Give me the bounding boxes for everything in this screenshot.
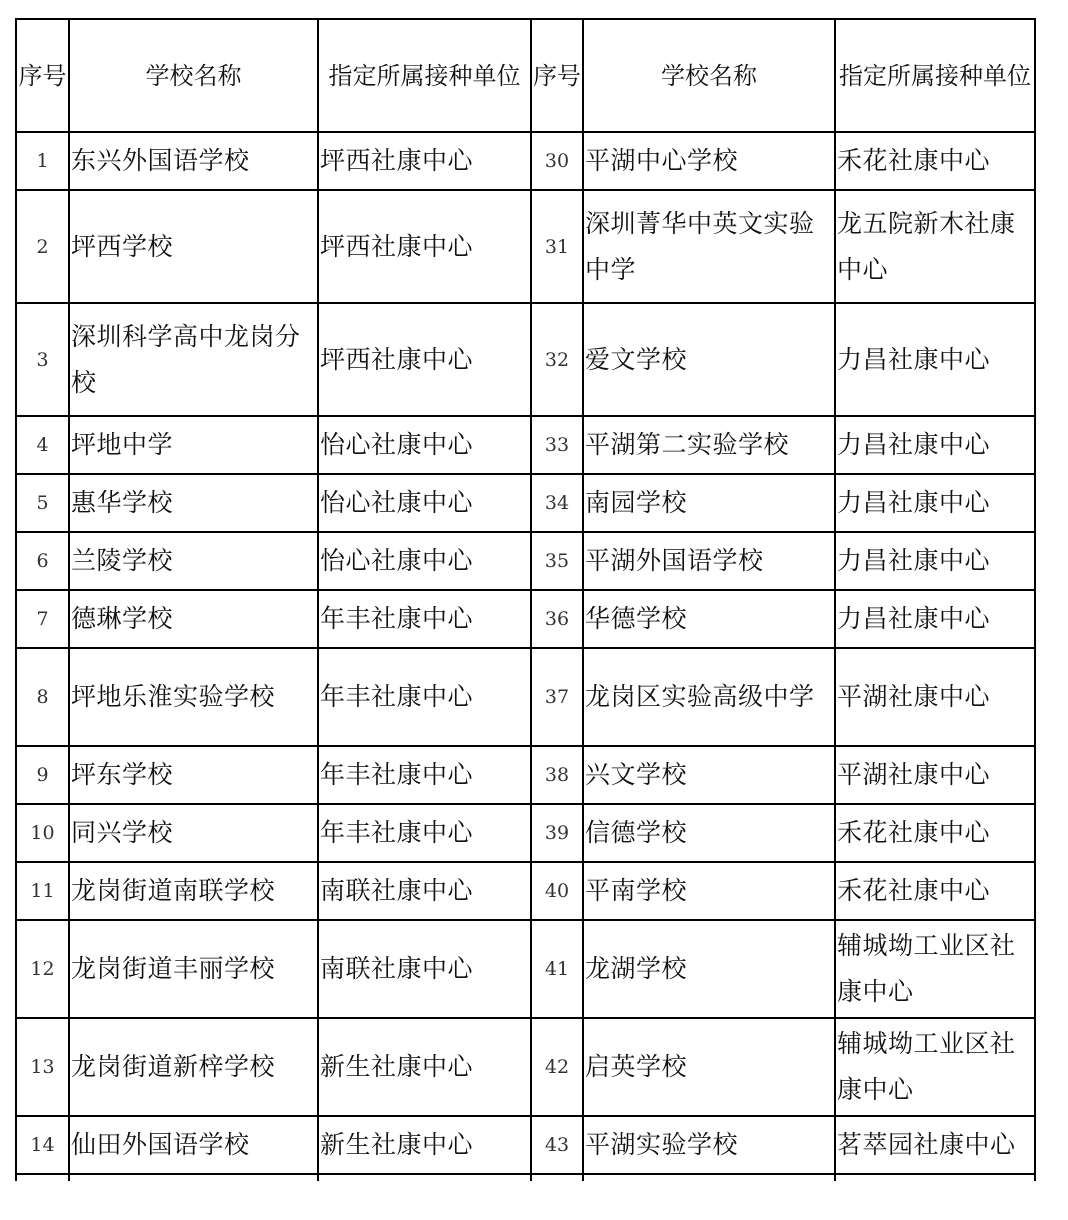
unit-left: 坪西社康中心 (318, 303, 531, 416)
unit-left: 坪西社康中心 (318, 190, 531, 303)
school-right: 平南学校 (583, 862, 835, 920)
table-row (16, 132, 1035, 190)
continuation-cell (583, 1174, 835, 1181)
seq-right: 42 (531, 1018, 583, 1116)
table-continuation-row (16, 1174, 1035, 1181)
school-left: 深圳科学高中龙岗分校 (69, 303, 318, 416)
unit-left: 年丰社康中心 (318, 590, 531, 648)
seq-right: 38 (531, 746, 583, 804)
document-page (15, 18, 1036, 1181)
seq-left: 1 (16, 132, 69, 190)
seq-right: 30 (531, 132, 583, 190)
seq-left: 9 (16, 746, 69, 804)
seq-left: 2 (16, 190, 69, 303)
table-row (16, 303, 1035, 416)
continuation-cell (835, 1174, 1035, 1181)
unit-right: 辅城坳工业区社康中心 (835, 1018, 1035, 1116)
seq-right: 41 (531, 920, 583, 1018)
unit-left: 怡心社康中心 (318, 474, 531, 532)
unit-left: 年丰社康中心 (318, 746, 531, 804)
unit-left: 怡心社康中心 (318, 532, 531, 590)
unit-left: 年丰社康中心 (318, 804, 531, 862)
school-right: 平湖中心学校 (583, 132, 835, 190)
table-row (16, 1018, 1035, 1116)
seq-right: 31 (531, 190, 583, 303)
school-left: 龙岗街道南联学校 (69, 862, 318, 920)
seq-right: 43 (531, 1116, 583, 1174)
unit-left: 新生社康中心 (318, 1018, 531, 1116)
school-left: 同兴学校 (69, 804, 318, 862)
header-school-right: 学校名称 (583, 19, 835, 132)
table-row (16, 474, 1035, 532)
school-right: 启英学校 (583, 1018, 835, 1116)
table-header-row (16, 19, 1035, 132)
table-row (16, 1116, 1035, 1174)
unit-right: 力昌社康中心 (835, 474, 1035, 532)
school-left: 坪地乐淮实验学校 (69, 648, 318, 746)
school-left: 龙岗街道丰丽学校 (69, 920, 318, 1018)
seq-right: 37 (531, 648, 583, 746)
unit-left: 南联社康中心 (318, 862, 531, 920)
school-left: 龙岗街道新梓学校 (69, 1018, 318, 1116)
unit-right: 禾花社康中心 (835, 132, 1035, 190)
table-row (16, 920, 1035, 1018)
school-right: 平湖实验学校 (583, 1116, 835, 1174)
seq-right: 34 (531, 474, 583, 532)
unit-right: 禾花社康中心 (835, 862, 1035, 920)
seq-right: 39 (531, 804, 583, 862)
unit-left: 南联社康中心 (318, 920, 531, 1018)
unit-right: 平湖社康中心 (835, 648, 1035, 746)
school-right: 龙岗区实验高级中学 (583, 648, 835, 746)
school-right: 龙湖学校 (583, 920, 835, 1018)
school-right: 平湖第二实验学校 (583, 416, 835, 474)
unit-left: 坪西社康中心 (318, 132, 531, 190)
table-row (16, 532, 1035, 590)
unit-left: 怡心社康中心 (318, 416, 531, 474)
school-left: 东兴外国语学校 (69, 132, 318, 190)
school-left: 仙田外国语学校 (69, 1116, 318, 1174)
seq-left: 5 (16, 474, 69, 532)
school-left: 兰陵学校 (69, 532, 318, 590)
seq-left: 13 (16, 1018, 69, 1116)
seq-right: 36 (531, 590, 583, 648)
school-right: 华德学校 (583, 590, 835, 648)
table-row (16, 804, 1035, 862)
continuation-cell (531, 1174, 583, 1181)
school-right: 信德学校 (583, 804, 835, 862)
table-row (16, 648, 1035, 746)
unit-left: 年丰社康中心 (318, 648, 531, 746)
header-unit-left: 指定所属接种单位 (318, 19, 531, 132)
table-row (16, 746, 1035, 804)
seq-right: 35 (531, 532, 583, 590)
table-row (16, 590, 1035, 648)
school-right: 爱文学校 (583, 303, 835, 416)
header-seq-left: 序号 (16, 19, 69, 132)
seq-right: 40 (531, 862, 583, 920)
school-left: 惠华学校 (69, 474, 318, 532)
unit-right: 力昌社康中心 (835, 303, 1035, 416)
school-right: 兴文学校 (583, 746, 835, 804)
table-row (16, 416, 1035, 474)
seq-left: 7 (16, 590, 69, 648)
school-left: 坪东学校 (69, 746, 318, 804)
seq-left: 3 (16, 303, 69, 416)
school-vaccination-table (15, 18, 1036, 1181)
unit-left: 新生社康中心 (318, 1116, 531, 1174)
header-seq-right: 序号 (531, 19, 583, 132)
table-row (16, 190, 1035, 303)
school-left: 坪地中学 (69, 416, 318, 474)
unit-right: 力昌社康中心 (835, 532, 1035, 590)
continuation-cell (16, 1174, 69, 1181)
seq-right: 33 (531, 416, 583, 474)
header-unit-right: 指定所属接种单位 (835, 19, 1035, 132)
seq-left: 11 (16, 862, 69, 920)
school-left: 德琳学校 (69, 590, 318, 648)
continuation-cell (69, 1174, 318, 1181)
school-right: 深圳菁华中英文实验中学 (583, 190, 835, 303)
school-left: 坪西学校 (69, 190, 318, 303)
continuation-cell (318, 1174, 531, 1181)
seq-left: 10 (16, 804, 69, 862)
unit-right: 龙五院新木社康中心 (835, 190, 1035, 303)
unit-right: 辅城坳工业区社康中心 (835, 920, 1035, 1018)
unit-right: 力昌社康中心 (835, 416, 1035, 474)
table-row (16, 862, 1035, 920)
seq-left: 4 (16, 416, 69, 474)
school-right: 南园学校 (583, 474, 835, 532)
seq-right: 32 (531, 303, 583, 416)
seq-left: 14 (16, 1116, 69, 1174)
school-right: 平湖外国语学校 (583, 532, 835, 590)
header-school-left: 学校名称 (69, 19, 318, 132)
unit-right: 禾花社康中心 (835, 804, 1035, 862)
unit-right: 力昌社康中心 (835, 590, 1035, 648)
unit-right: 平湖社康中心 (835, 746, 1035, 804)
seq-left: 6 (16, 532, 69, 590)
unit-right: 茗萃园社康中心 (835, 1116, 1035, 1174)
seq-left: 12 (16, 920, 69, 1018)
seq-left: 8 (16, 648, 69, 746)
